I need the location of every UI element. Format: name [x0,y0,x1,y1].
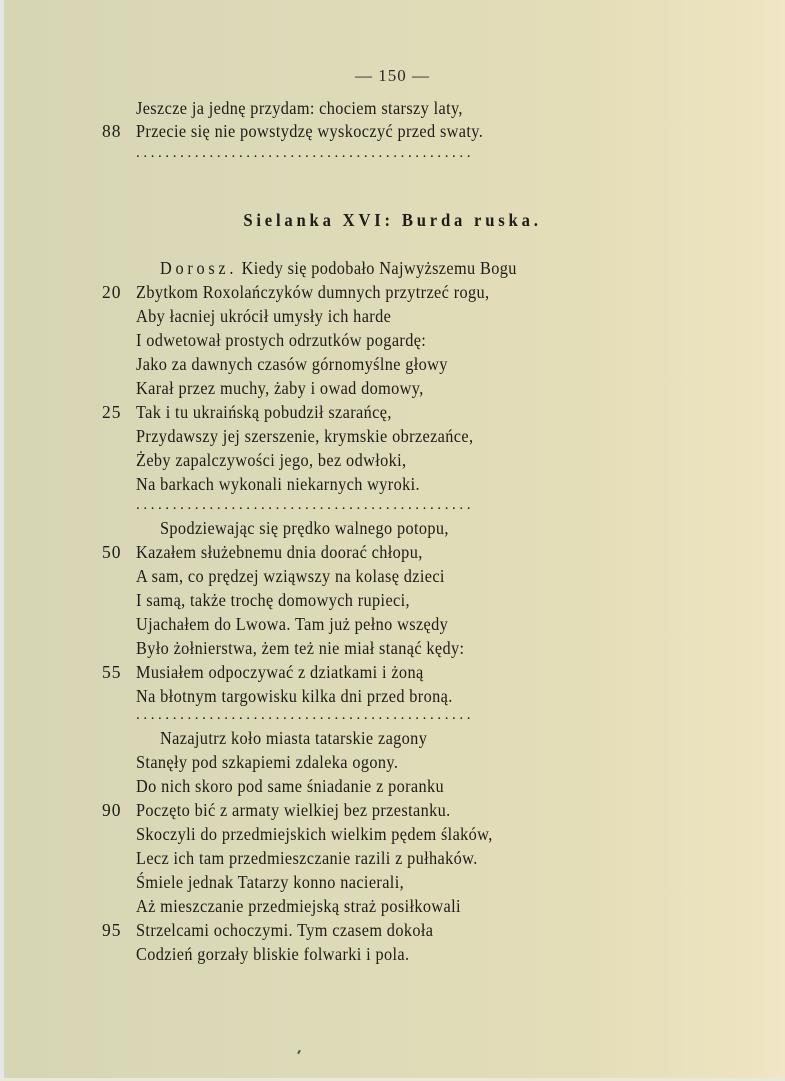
verse-line: Strzelcami ochoczymi. Tym czasem dokoła [136,920,434,940]
verse-line: Przydawszy jej szerszenie, krymskie obrzezańce, [136,426,474,446]
line-number: 88 [102,121,122,141]
ellipsis-separator: .............................................. [136,498,475,512]
verse-line: Na barkach wykonali niekarnych wyroki. [136,474,420,494]
ellipsis-separator: .............................................. [136,708,475,722]
verse-line: Do nich skoro pod same śniadanie z poranku [136,776,445,796]
section-title: Sielanka XVI: Burda ruska. [243,210,542,230]
verse-line: Poczęto bić z armaty wielkiej bez przestanku. [136,800,451,820]
verse-line: Codzień gorzały bliskie folwarki i pola. [136,944,410,964]
verse-line: Aż mieszczanie przedmiejską straż posiłkowali [136,896,461,916]
line-number: 95 [102,920,122,940]
verse-line: Żeby zapalczywości jego, bez odwłoki, [136,450,407,470]
verse-line: Przecie się nie powstydzę wyskoczyć przed swaty. [136,121,484,141]
verse-line: Tak i tu ukraińską pobudził szarańcę, [136,402,392,422]
verse-line: Lecz ich tam przedmieszczanie razili z pułhaków. [136,848,478,868]
verse-line: I odwetował prostych odrzutków pogardę: [136,330,427,350]
line-number: 20 [102,282,122,302]
line-number: 50 [102,542,122,562]
verse-line: Musiałem odpoczywać z dziatkami i żoną [136,662,424,682]
verse-line: Skoczyli do przedmiejskich wielkim pędem ślaków, [136,824,493,844]
verse-line: Jako za dawnych czasów górnomyślne głowy [136,354,448,374]
verse-line-with-speaker [160,256,517,280]
verse-line: I samą, także trochę domowych rupieci, [136,590,410,610]
verse-line: Jeszcze ja jednę przydam: chociem starszy laty, [136,98,463,118]
verse-line: Śmiele jednak Tatarzy konno nacierali, [136,872,405,892]
ellipsis-separator: .............................................. [136,146,475,160]
line-number: 90 [102,800,122,820]
verse-line: Na błotnym targowisku kilka dni przed broną. [136,686,453,706]
verse-text: Kiedy się podobało Najwyższemu Bogu [241,258,517,278]
verse-line: Ujachałem do Lwowa. Tam już pełno wszędy [136,614,449,634]
page-number: — 150 — [355,66,430,85]
verse-line: Stanęły pod szkapiemi zdaleka ogony. [136,752,399,772]
paper-speck [297,1050,301,1054]
line-number: 25 [102,402,122,422]
verse-line: Zbytkom Roxolańczyków dumnych przytrzeć rogu, [136,282,490,302]
speaker-name: Dorosz. [160,258,238,278]
line-number: 55 [102,662,122,682]
verse-line: Było żołnierstwa, żem też nie miał stanąć kędy: [136,638,465,658]
verse-line: Kazałem służebnemu dnia doorać chłopu, [136,542,423,562]
verse-line: A sam, co prędzej wziąwszy na kolasę dzieci [136,566,445,586]
verse-line: Aby łacniej ukrócił umysły ich harde [136,306,392,326]
verse-line: Karał przez muchy, żaby i owad domowy, [136,378,424,398]
verse-line: Spodziewając się prędko walnego potopu, [160,518,449,538]
verse-line: Nazajutrz koło miasta tatarskie zagony [160,728,428,748]
